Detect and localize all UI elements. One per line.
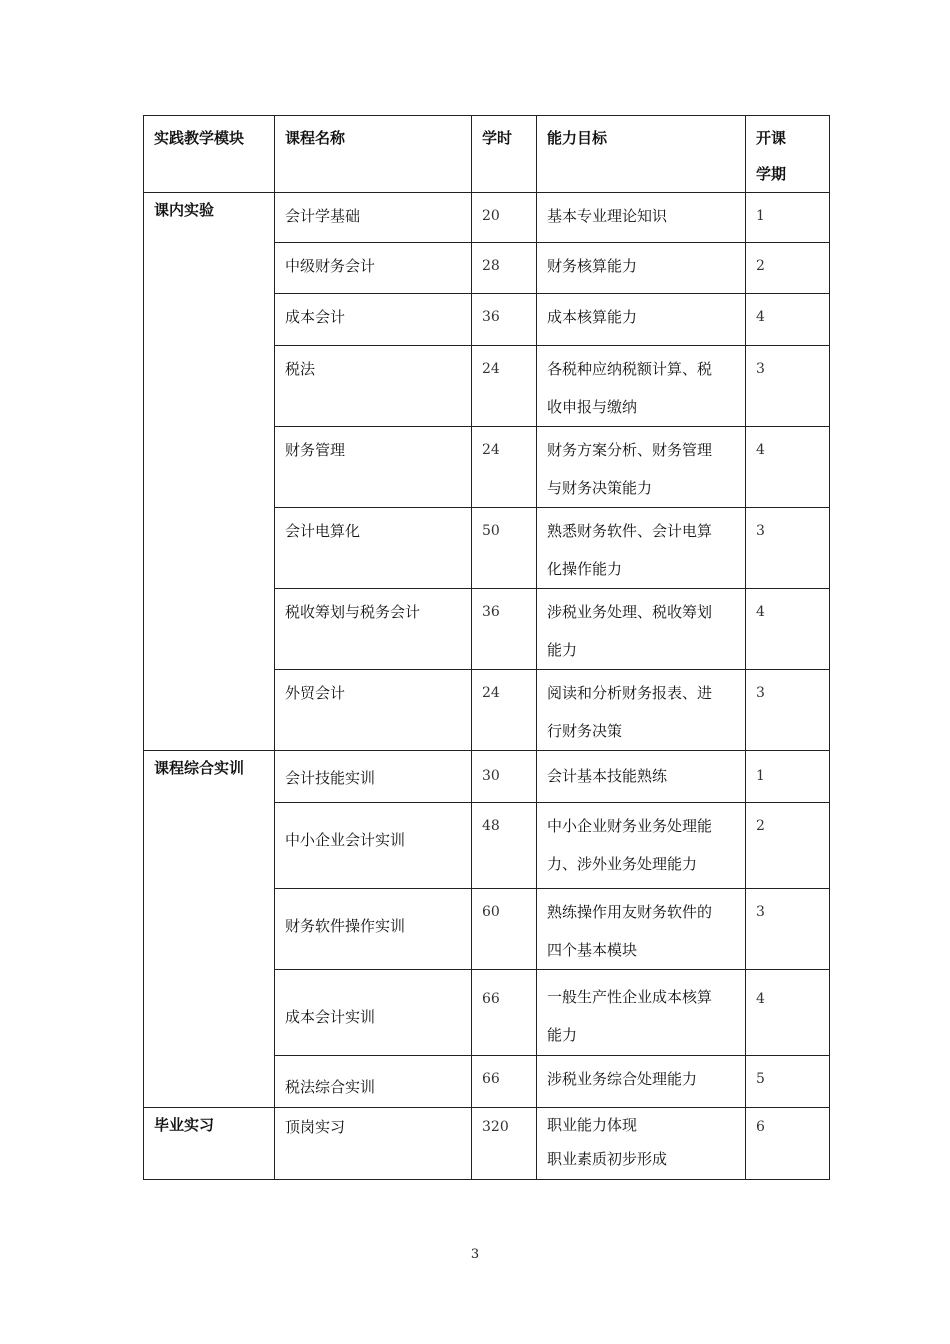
goal-line: 熟练操作用友财务软件的: [547, 903, 713, 921]
course-hours: 66: [472, 970, 537, 1056]
module-cell-graduation-internship: 毕业实习: [144, 1108, 275, 1180]
course-hours: 24: [472, 346, 537, 427]
course-goal: 会计基本技能熟练: [537, 751, 746, 803]
course-goal: [537, 1108, 746, 1180]
course-goal: [537, 889, 746, 970]
course-goal: [537, 803, 746, 889]
course-goal: 涉税业务综合处理能力: [537, 1056, 746, 1108]
header-course-name: 课程名称: [275, 116, 472, 193]
goal-line: 能力: [547, 1026, 578, 1044]
course-goal: [537, 346, 746, 427]
course-term: 3: [746, 508, 830, 589]
course-name: 税法: [275, 346, 472, 427]
course-name: 成本会计: [275, 294, 472, 346]
course-name: 财务软件操作实训: [275, 889, 472, 970]
course-goal: 财务核算能力: [537, 243, 746, 294]
course-hours: 24: [472, 670, 537, 751]
course-hours: 66: [472, 1056, 537, 1108]
course-hours: 36: [472, 294, 537, 346]
course-name: 会计学基础: [275, 193, 472, 243]
course-term: 2: [746, 243, 830, 294]
goal-line: 四个基本模块: [547, 941, 638, 959]
course-term: 5: [746, 1056, 830, 1108]
table-row: [144, 1108, 830, 1180]
course-goal: [537, 589, 746, 670]
course-term: 3: [746, 670, 830, 751]
goal-line: 力、涉外业务处理能力: [547, 855, 698, 873]
course-name: 税法综合实训: [275, 1056, 472, 1108]
header-module: 实践教学模块: [144, 116, 275, 193]
course-hours: 60: [472, 889, 537, 970]
course-goal: [537, 427, 746, 508]
goal-line: 涉税业务处理、税收筹划: [547, 603, 713, 621]
goal-line: 与财务决策能力: [547, 479, 653, 497]
course-hours: 36: [472, 589, 537, 670]
course-term: 4: [746, 294, 830, 346]
table-row: [144, 751, 830, 803]
course-goal: 基本专业理论知识: [537, 193, 746, 243]
course-name: 成本会计实训: [275, 970, 472, 1056]
module-cell-in-class-experiment: 课内实验: [144, 193, 275, 751]
course-goal: [537, 670, 746, 751]
course-term: 3: [746, 889, 830, 970]
course-term: 2: [746, 803, 830, 889]
course-term: 3: [746, 346, 830, 427]
goal-line: 一般生产性企业成本核算: [547, 988, 713, 1006]
course-goal: 成本核算能力: [537, 294, 746, 346]
course-hours: 24: [472, 427, 537, 508]
goal-line: 中小企业财务业务处理能: [547, 817, 713, 835]
header-hours: 学时: [472, 116, 537, 193]
course-hours: 20: [472, 193, 537, 243]
goal-line: 行财务决策: [547, 722, 623, 740]
course-name: 税收筹划与税务会计: [275, 589, 472, 670]
page-number: 3: [470, 1247, 480, 1262]
course-name: 中级财务会计: [275, 243, 472, 294]
goal-line: 收申报与缴纳: [547, 398, 638, 416]
header-row: [144, 116, 830, 193]
course-hours: 28: [472, 243, 537, 294]
header-term: 开课 学期: [746, 116, 830, 193]
course-name: 外贸会计: [275, 670, 472, 751]
goal-line: 职业能力体现: [547, 1116, 638, 1134]
practice-teaching-table: [143, 115, 830, 1180]
course-goal: [537, 970, 746, 1056]
course-term: 4: [746, 970, 830, 1056]
goal-line: 阅读和分析财务报表、进: [547, 684, 713, 702]
goal-line: 化操作能力: [547, 560, 623, 578]
goal-line: 各税种应纳税额计算、税: [547, 360, 713, 378]
table-row: [144, 193, 830, 243]
course-term: 1: [746, 193, 830, 243]
course-name: 财务管理: [275, 427, 472, 508]
goal-line: 能力: [547, 641, 578, 659]
course-term: 6: [746, 1108, 830, 1180]
course-hours: 30: [472, 751, 537, 803]
goal-line: 财务方案分析、财务管理: [547, 441, 713, 459]
goal-line: 熟悉财务软件、会计电算: [547, 522, 713, 540]
course-hours: 48: [472, 803, 537, 889]
course-term: 4: [746, 427, 830, 508]
course-hours: 50: [472, 508, 537, 589]
course-name: 顶岗实习: [275, 1108, 472, 1180]
goal-line: 职业素质初步形成: [547, 1150, 668, 1168]
course-hours: 320: [472, 1108, 537, 1180]
header-ability-goal: 能力目标: [537, 116, 746, 193]
course-name: 会计技能实训: [275, 751, 472, 803]
course-term: 4: [746, 589, 830, 670]
course-name: 中小企业会计实训: [275, 803, 472, 889]
course-name: 会计电算化: [275, 508, 472, 589]
module-cell-comprehensive-training: 课程综合实训: [144, 751, 275, 1108]
course-term: 1: [746, 751, 830, 803]
course-goal: [537, 508, 746, 589]
